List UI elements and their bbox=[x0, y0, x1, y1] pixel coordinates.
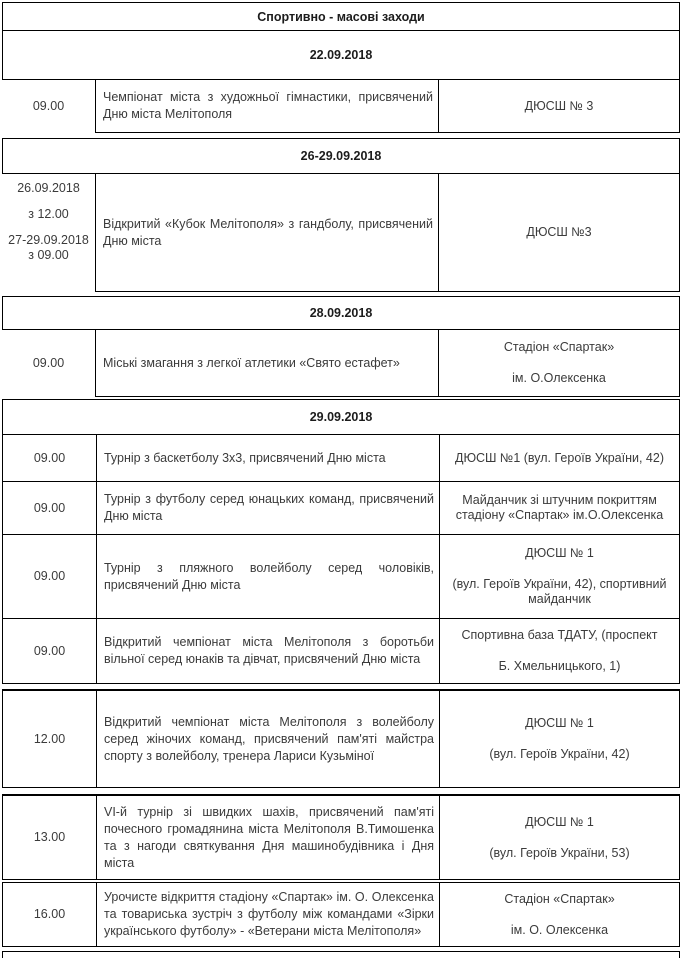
event-strip bbox=[95, 80, 680, 133]
time-cell bbox=[3, 796, 97, 879]
event-strip bbox=[95, 330, 680, 397]
event-cell bbox=[97, 482, 440, 534]
location-text: Б. Хмельницького, 1) bbox=[498, 659, 621, 673]
time-cell bbox=[2, 330, 95, 397]
schedule-table bbox=[2, 2, 680, 958]
event-text: Турнір з баскетболу 3х3, присвячений Дню міста bbox=[104, 450, 386, 465]
time-text: з 12.00 bbox=[28, 207, 69, 221]
event-cell bbox=[97, 883, 440, 946]
location-cell bbox=[440, 796, 679, 879]
location-cell bbox=[440, 435, 679, 481]
time-cell bbox=[3, 691, 97, 787]
date-header-text: 22.09.2018 bbox=[309, 48, 373, 62]
table-title bbox=[2, 2, 680, 31]
time-cell bbox=[3, 619, 97, 683]
location-text: ДЮСШ №3 bbox=[526, 225, 592, 239]
location-cell bbox=[440, 691, 679, 787]
location-cell bbox=[439, 330, 679, 396]
event-text: Відкритий «Кубок Мелітополя» з гандболу, присвячений Дню міста bbox=[103, 216, 433, 248]
location-text: Спортивна база ТДАТУ, (проспект bbox=[461, 628, 658, 642]
event-row bbox=[2, 481, 680, 535]
event-text: Відкритий чемпіонат міста Мелітополя з боротьби вільної серед юнаків та дівчат, присвячений Дню міста bbox=[104, 635, 434, 666]
location-text: ДЮСШ № 3 bbox=[524, 98, 594, 113]
time-cell bbox=[2, 174, 95, 292]
time-cell bbox=[3, 482, 97, 534]
location-text: Стадіон «Спартак» bbox=[504, 891, 615, 906]
date-header-29-09 bbox=[2, 399, 680, 435]
event-row bbox=[2, 618, 680, 684]
next-row-cutoff bbox=[2, 951, 680, 958]
time-text: 09.00 bbox=[32, 99, 65, 113]
location-cell bbox=[440, 482, 679, 534]
time-cell bbox=[3, 535, 97, 618]
location-text: (вул. Героїв України, 42) bbox=[489, 747, 630, 761]
event-cell bbox=[97, 535, 440, 618]
time-text: 13.00 bbox=[33, 830, 66, 844]
event-row bbox=[2, 534, 680, 619]
time-cell bbox=[3, 883, 97, 946]
time-text: 26.09.2018 bbox=[17, 181, 80, 195]
time-cell bbox=[2, 80, 95, 133]
event-row bbox=[2, 689, 680, 788]
time-text: 16.00 bbox=[33, 907, 66, 921]
event-row bbox=[2, 80, 680, 133]
event-cell bbox=[97, 435, 440, 481]
location-text: ім. О. Олексенка bbox=[510, 922, 609, 937]
location-cell bbox=[440, 883, 679, 946]
location-cell bbox=[439, 80, 679, 132]
event-row bbox=[2, 330, 680, 397]
time-text: 09.00 bbox=[33, 500, 66, 515]
event-text: VI-й турнір зі швидких шахів, присвячений пам'яті почесного громадянина міста Мелітополя В.Тимошенка та з нагоди святкування Дня машинобудівника і Дня міста bbox=[104, 804, 434, 870]
date-header-text: 26-29.09.2018 bbox=[300, 149, 382, 163]
event-text: Відкритий чемпіонат міста Мелітополя з волейболу серед жіночих команд, присвячений пам'яті майстра спорту з волейболу, тренера Лариси Кузьміної bbox=[104, 714, 434, 763]
event-strip bbox=[95, 174, 680, 292]
location-text: ДЮСШ №1 (вул. Героїв України, 42) bbox=[455, 450, 664, 465]
location-text: ДЮСШ № 1 bbox=[525, 814, 594, 829]
date-header-28-09 bbox=[2, 296, 680, 330]
location-text: ДЮСШ № 1 bbox=[525, 546, 594, 560]
event-text: Чемпіонат міста з художньої гімнастики, присвячений Дню міста Мелітополя bbox=[103, 90, 433, 121]
time-cell bbox=[3, 435, 97, 481]
location-text: ім. О.Олексенка bbox=[512, 371, 606, 385]
time-text: 09.00 bbox=[33, 643, 66, 658]
event-row bbox=[2, 434, 680, 482]
event-cell bbox=[97, 619, 440, 683]
time-text: 12.00 bbox=[33, 731, 66, 746]
location-cell bbox=[440, 535, 679, 618]
location-cell bbox=[440, 619, 679, 683]
event-cell bbox=[96, 330, 439, 396]
event-cell bbox=[97, 796, 440, 879]
event-text: Урочисте відкриття стадіону «Спартак» ім. О. Олексенка та товариська зустріч з футболу між командами «Зірки українського футболу» - «Ветерани міста Мелітополя» bbox=[104, 890, 434, 938]
event-row bbox=[2, 882, 680, 947]
event-cell bbox=[96, 174, 439, 291]
location-text: (вул. Героїв України, 42), спортивний майданчик bbox=[452, 577, 667, 606]
event-cell bbox=[97, 691, 440, 787]
location-text: (вул. Героїв України, 53) bbox=[489, 845, 630, 860]
date-header-22-09 bbox=[2, 30, 680, 80]
location-text: Стадіон «Спартак» bbox=[503, 340, 615, 354]
event-row bbox=[2, 174, 680, 292]
location-text: Майданчик зі штучним покриттям стадіону «Спартак» ім.О.Олексенка bbox=[455, 493, 664, 522]
event-cell bbox=[96, 80, 439, 132]
date-header-text: 29.09.2018 bbox=[309, 410, 373, 424]
location-cell bbox=[439, 174, 679, 291]
time-text: 09.00 bbox=[32, 356, 65, 370]
table-title-text: Спортивно - масові заходи bbox=[257, 9, 425, 24]
event-row bbox=[2, 794, 680, 880]
event-text: Турнір з футболу серед юнацьких команд, присвячений Дню міста bbox=[104, 492, 434, 523]
date-header-text: 28.09.2018 bbox=[309, 306, 373, 320]
time-text: 09.00 bbox=[33, 450, 66, 465]
event-text: Міські змагання з легкої атлетики «Свято естафет» bbox=[103, 355, 400, 370]
time-text: 09.00 bbox=[33, 569, 66, 583]
date-header-26-29-09 bbox=[2, 138, 680, 174]
location-text: ДЮСШ № 1 bbox=[525, 716, 594, 730]
time-text: 27-29.09.2018 з 09.00 bbox=[8, 233, 89, 262]
event-text: Турнір з пляжного волейболу серед чоловіків, присвячений Дню міста bbox=[104, 560, 434, 592]
